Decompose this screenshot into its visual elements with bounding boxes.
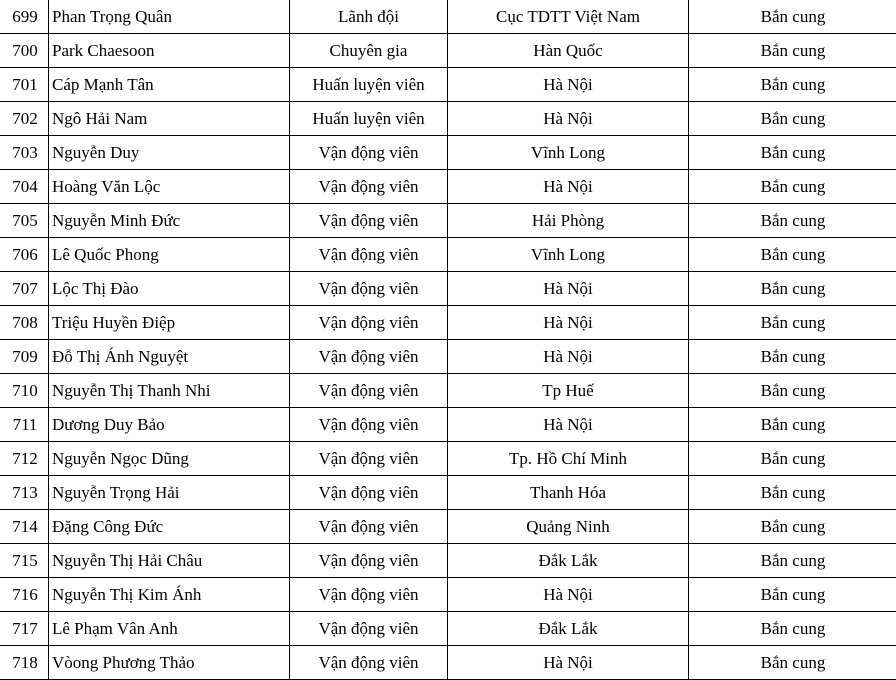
unit-cell: Hà Nội	[448, 340, 689, 374]
event-cell: Bắn cung	[689, 340, 896, 374]
role-cell: Vận động viên	[290, 340, 448, 374]
table-row	[0, 272, 896, 306]
role-cell: Lãnh đội	[290, 0, 448, 34]
unit-cell: Hà Nội	[448, 646, 689, 680]
row-number-cell: 713	[0, 476, 49, 510]
event-cell: Bắn cung	[689, 204, 896, 238]
table-row	[0, 408, 896, 442]
event-cell: Bắn cung	[689, 374, 896, 408]
role-cell: Vận động viên	[290, 374, 448, 408]
role-cell: Chuyên gia	[290, 34, 448, 68]
unit-cell: Tp. Hồ Chí Minh	[448, 442, 689, 476]
person-name-cell: Cáp Mạnh Tân	[49, 68, 290, 102]
row-number-cell: 702	[0, 102, 49, 136]
table-row	[0, 374, 896, 408]
table-row	[0, 306, 896, 340]
person-name-cell: Lê Phạm Vân Anh	[49, 612, 290, 646]
event-cell: Bắn cung	[689, 510, 896, 544]
person-name-cell: Nguyễn Minh Đức	[49, 204, 290, 238]
role-cell: Huấn luyện viên	[290, 102, 448, 136]
table-row	[0, 204, 896, 238]
table-row	[0, 34, 896, 68]
unit-cell: Thanh Hóa	[448, 476, 689, 510]
row-number-cell: 718	[0, 646, 49, 680]
unit-cell: Đắk Lắk	[448, 612, 689, 646]
person-name-cell: Nguyễn Thị Kim Ánh	[49, 578, 290, 612]
event-cell: Bắn cung	[689, 136, 896, 170]
unit-cell: Hà Nội	[448, 272, 689, 306]
person-name-cell: Hoàng Văn Lộc	[49, 170, 290, 204]
unit-cell: Đắk Lắk	[448, 544, 689, 578]
role-cell: Vận động viên	[290, 272, 448, 306]
row-number-cell: 705	[0, 204, 49, 238]
person-name-cell: Nguyễn Duy	[49, 136, 290, 170]
role-cell: Vận động viên	[290, 612, 448, 646]
table-row	[0, 136, 896, 170]
unit-cell: Hà Nội	[448, 578, 689, 612]
unit-cell: Vĩnh Long	[448, 238, 689, 272]
table-row	[0, 476, 896, 510]
row-number-cell: 706	[0, 238, 49, 272]
role-cell: Vận động viên	[290, 442, 448, 476]
role-cell: Vận động viên	[290, 578, 448, 612]
row-number-cell: 701	[0, 68, 49, 102]
row-number-cell: 703	[0, 136, 49, 170]
role-cell: Vận động viên	[290, 544, 448, 578]
row-number-cell: 710	[0, 374, 49, 408]
person-name-cell: Ngô Hải Nam	[49, 102, 290, 136]
event-cell: Bắn cung	[689, 578, 896, 612]
table-row	[0, 612, 896, 646]
event-cell: Bắn cung	[689, 408, 896, 442]
event-cell: Bắn cung	[689, 272, 896, 306]
role-cell: Vận động viên	[290, 238, 448, 272]
person-name-cell: Nguyễn Ngọc Dũng	[49, 442, 290, 476]
event-cell: Bắn cung	[689, 0, 896, 34]
person-name-cell: Park Chaesoon	[49, 34, 290, 68]
table-row	[0, 646, 896, 680]
table-row	[0, 68, 896, 102]
row-number-cell: 717	[0, 612, 49, 646]
role-cell: Vận động viên	[290, 646, 448, 680]
table-row	[0, 544, 896, 578]
table-row	[0, 238, 896, 272]
event-cell: Bắn cung	[689, 34, 896, 68]
unit-cell: Hà Nội	[448, 68, 689, 102]
row-number-cell: 715	[0, 544, 49, 578]
person-name-cell: Đỗ Thị Ánh Nguyệt	[49, 340, 290, 374]
table-row	[0, 510, 896, 544]
row-number-cell: 708	[0, 306, 49, 340]
person-name-cell: Dương Duy Bảo	[49, 408, 290, 442]
table-row	[0, 340, 896, 374]
person-name-cell: Lê Quốc Phong	[49, 238, 290, 272]
role-cell: Vận động viên	[290, 204, 448, 238]
row-number-cell: 704	[0, 170, 49, 204]
person-name-cell: Lộc Thị Đào	[49, 272, 290, 306]
event-cell: Bắn cung	[689, 476, 896, 510]
person-name-cell: Nguyễn Trọng Hải	[49, 476, 290, 510]
person-name-cell: Triệu Huyền Điệp	[49, 306, 290, 340]
table-row	[0, 578, 896, 612]
person-name-cell: Nguyễn Thị Hải Châu	[49, 544, 290, 578]
role-cell: Huấn luyện viên	[290, 68, 448, 102]
unit-cell: Hà Nội	[448, 408, 689, 442]
role-cell: Vận động viên	[290, 170, 448, 204]
unit-cell: Vĩnh Long	[448, 136, 689, 170]
unit-cell: Hàn Quốc	[448, 34, 689, 68]
table-row	[0, 442, 896, 476]
row-number-cell: 699	[0, 0, 49, 34]
table-row	[0, 0, 896, 34]
unit-cell: Hà Nội	[448, 102, 689, 136]
row-number-cell: 714	[0, 510, 49, 544]
unit-cell: Hà Nội	[448, 306, 689, 340]
role-cell: Vận động viên	[290, 408, 448, 442]
person-name-cell: Vòong Phương Thảo	[49, 646, 290, 680]
table-row	[0, 170, 896, 204]
row-number-cell: 700	[0, 34, 49, 68]
event-cell: Bắn cung	[689, 544, 896, 578]
person-name-cell: Nguyễn Thị Thanh Nhi	[49, 374, 290, 408]
row-number-cell: 711	[0, 408, 49, 442]
event-cell: Bắn cung	[689, 646, 896, 680]
role-cell: Vận động viên	[290, 136, 448, 170]
role-cell: Vận động viên	[290, 510, 448, 544]
unit-cell: Hải Phòng	[448, 204, 689, 238]
row-number-cell: 712	[0, 442, 49, 476]
role-cell: Vận động viên	[290, 476, 448, 510]
row-number-cell: 709	[0, 340, 49, 374]
event-cell: Bắn cung	[689, 102, 896, 136]
row-number-cell: 707	[0, 272, 49, 306]
unit-cell: Cục TDTT Việt Nam	[448, 0, 689, 34]
event-cell: Bắn cung	[689, 442, 896, 476]
table-row	[0, 102, 896, 136]
unit-cell: Hà Nội	[448, 170, 689, 204]
person-name-cell: Đặng Công Đức	[49, 510, 290, 544]
role-cell: Vận động viên	[290, 306, 448, 340]
unit-cell: Quảng Ninh	[448, 510, 689, 544]
event-cell: Bắn cung	[689, 612, 896, 646]
unit-cell: Tp Huế	[448, 374, 689, 408]
event-cell: Bắn cung	[689, 238, 896, 272]
person-name-cell: Phan Trọng Quân	[49, 0, 290, 34]
row-number-cell: 716	[0, 578, 49, 612]
event-cell: Bắn cung	[689, 170, 896, 204]
event-cell: Bắn cung	[689, 306, 896, 340]
event-cell: Bắn cung	[689, 68, 896, 102]
